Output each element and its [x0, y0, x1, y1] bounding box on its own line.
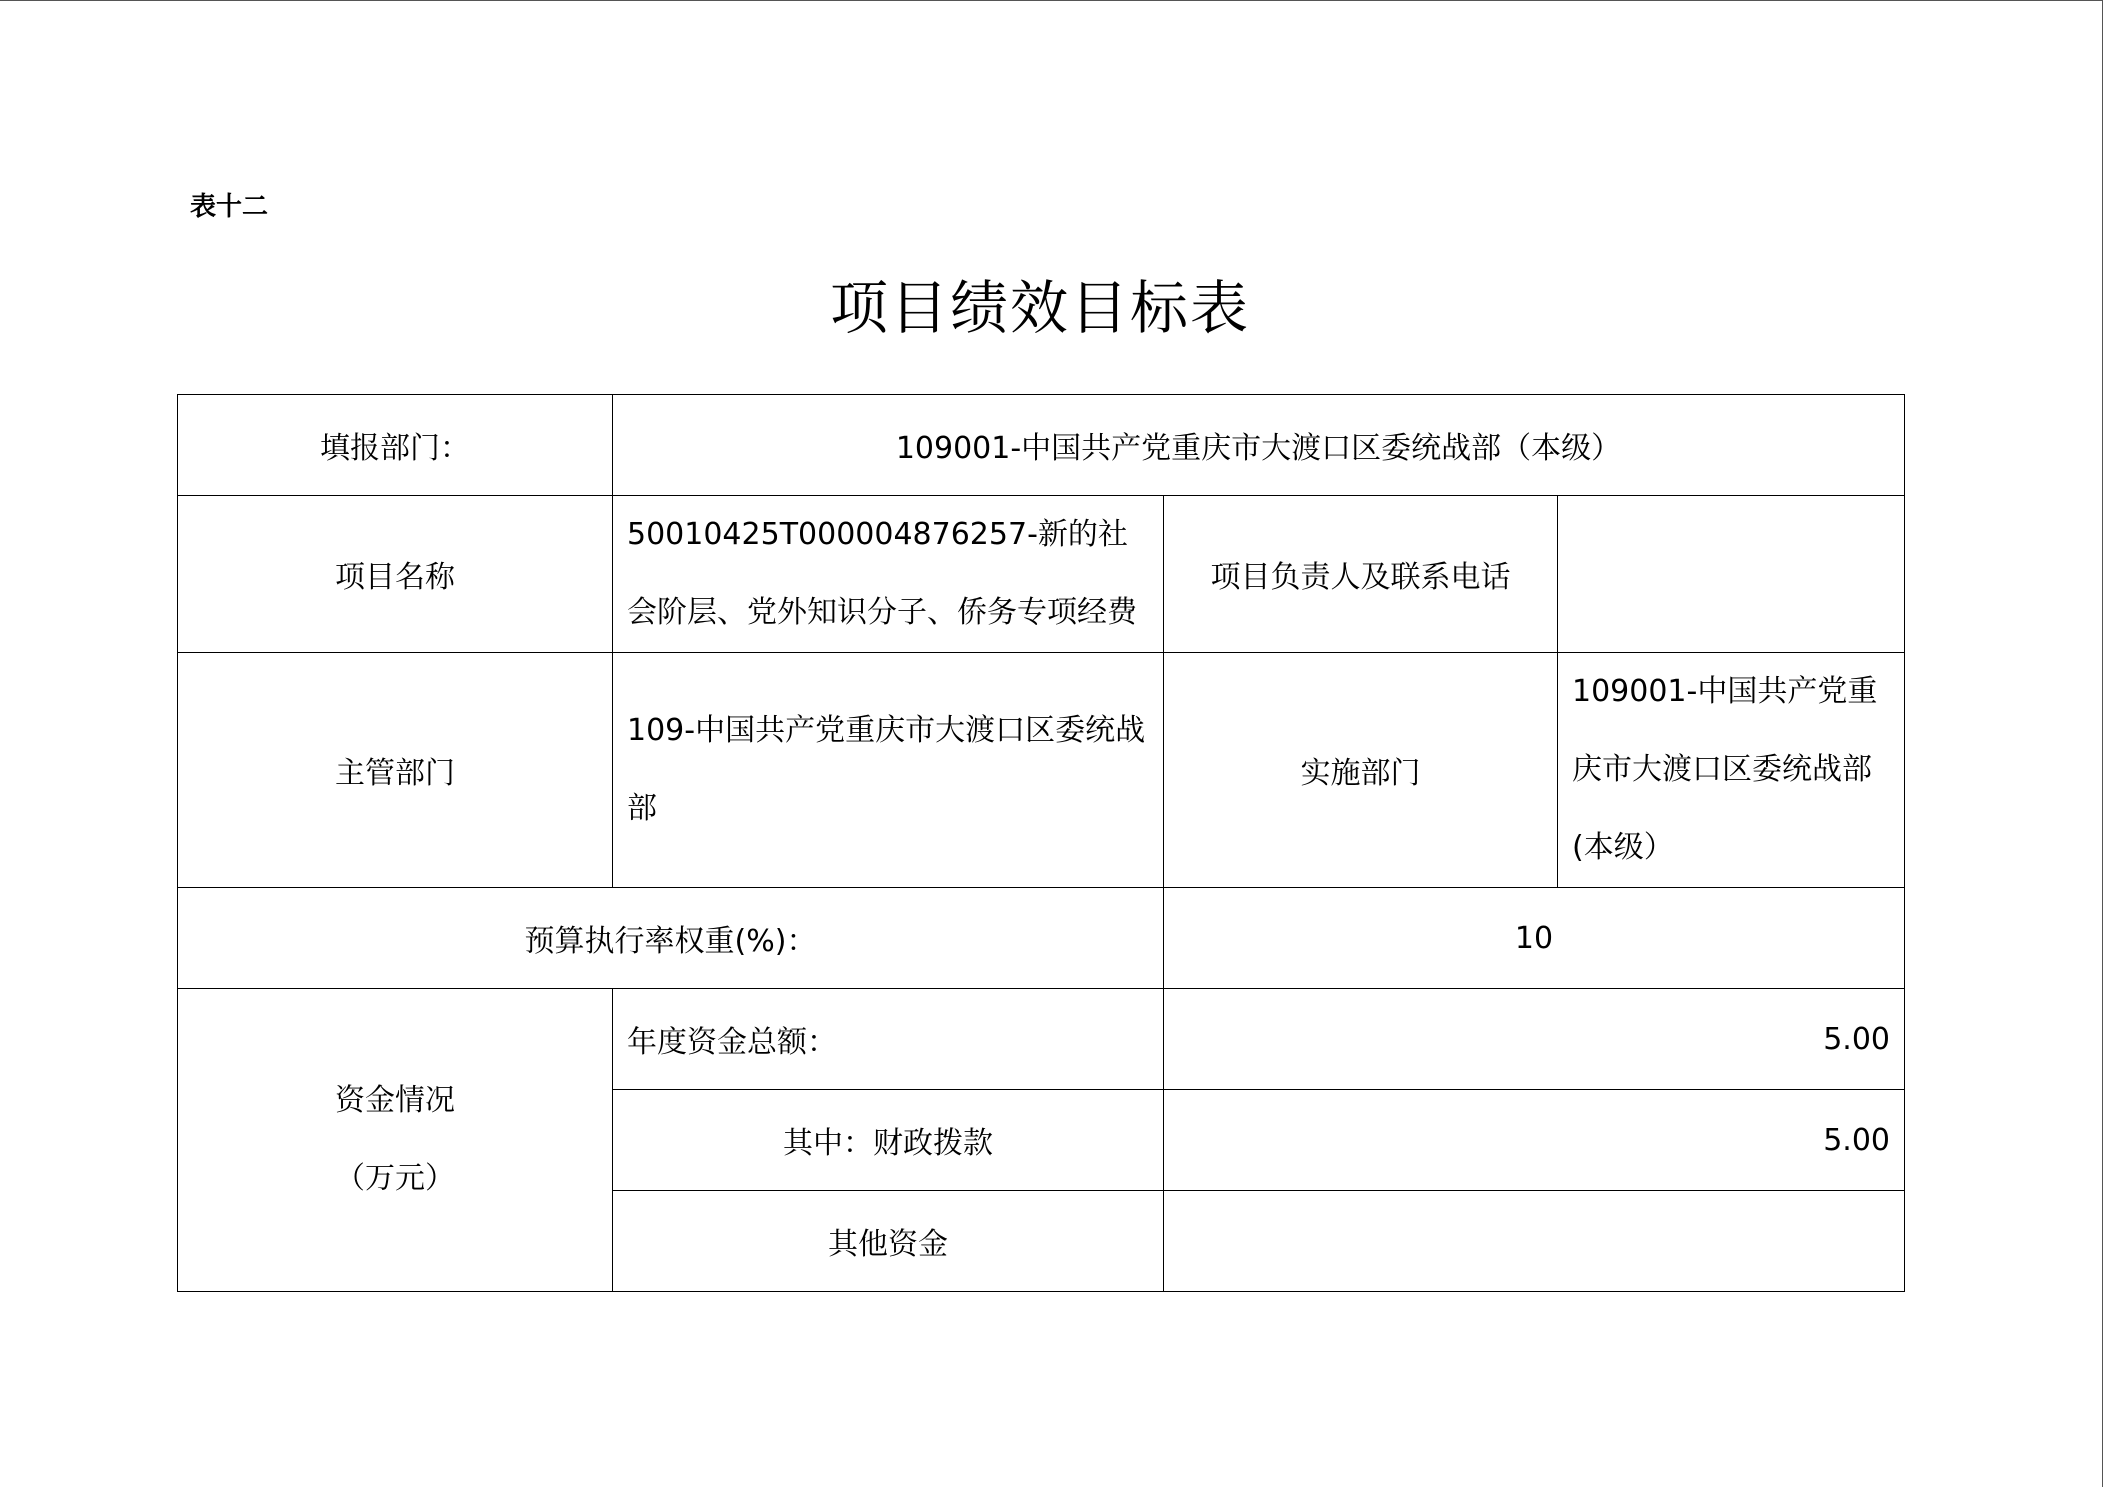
funds-label-line1: 资金情况 [335, 1083, 455, 1118]
budget-weight-label: 预算执行率权重(%)： [178, 888, 1164, 989]
responsible-value [1558, 496, 1905, 653]
responsible-label: 项目负责人及联系电话 [1164, 496, 1558, 653]
row-annual-total [178, 989, 1905, 1090]
fill-dept-label: 填报部门： [178, 395, 613, 496]
other-value [1164, 1191, 1905, 1292]
fiscal-label: 其中：财政拨款 [613, 1090, 1164, 1191]
project-name-value: 50010425T000004876257-新的社会阶层、党外知识分子、侨务专项经费 [613, 496, 1164, 653]
impl-label: 实施部门 [1164, 653, 1558, 888]
budget-weight-value: 10 [1164, 888, 1905, 989]
supervisor-value: 109-中国共产党重庆市大渡口区委统战部 [613, 653, 1164, 888]
funds-label [178, 989, 613, 1292]
table-number: 表十二 [190, 192, 269, 222]
project-name-label: 项目名称 [178, 496, 613, 653]
row-departments [178, 653, 1905, 888]
fill-dept-value: 109001-中国共产党重庆市大渡口区委统战部（本级） [613, 395, 1905, 496]
other-label: 其他资金 [613, 1191, 1164, 1292]
row-fill-dept [178, 395, 1905, 496]
document-title: 项目绩效目标表 [829, 274, 1250, 342]
supervisor-label: 主管部门 [178, 653, 613, 888]
row-project-name [178, 496, 1905, 653]
impl-value: 109001-中国共产党重庆市大渡口区委统战部(本级） [1558, 653, 1905, 888]
fiscal-value: 5.00 [1164, 1090, 1905, 1191]
annual-total-value: 5.00 [1164, 989, 1905, 1090]
row-budget-weight [178, 888, 1905, 989]
performance-goal-table [177, 394, 1905, 1292]
funds-label-line2: （万元） [335, 1161, 455, 1196]
annual-total-label: 年度资金总额： [613, 989, 1164, 1090]
